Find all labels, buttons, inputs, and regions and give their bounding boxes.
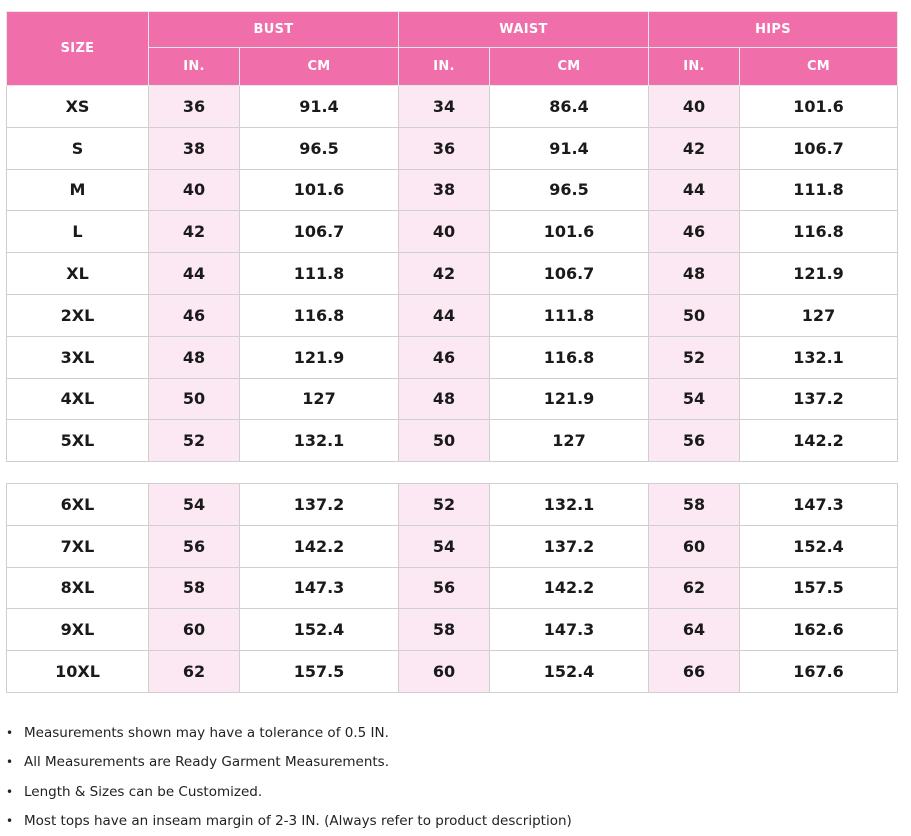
waist-cm-cell: 152.4 — [490, 651, 649, 693]
hips-in-cell: 62 — [649, 567, 740, 609]
table-body-part1 — [7, 86, 898, 462]
bust-in-header: IN. — [149, 48, 240, 86]
hips-header: HIPS — [649, 12, 898, 48]
waist-cm-cell: 106.7 — [490, 253, 649, 295]
waist-cm-cell: 121.9 — [490, 378, 649, 420]
waist-in-cell: 34 — [399, 86, 490, 128]
table-row — [7, 336, 898, 378]
hips-cm-cell: 137.2 — [740, 378, 898, 420]
hips-cm-cell: 121.9 — [740, 253, 898, 295]
waist-cm-cell: 147.3 — [490, 609, 649, 651]
waist-in-header: IN. — [399, 48, 490, 86]
note-item: • Measurements shown may have a tolerance of 0.5 IN. — [6, 724, 389, 741]
hips-cm-cell: 147.3 — [740, 484, 898, 526]
table-row — [7, 484, 898, 526]
table-row — [7, 127, 898, 169]
waist-cm-cell: 96.5 — [490, 169, 649, 211]
hips-cm-cell: 152.4 — [740, 525, 898, 567]
waist-in-cell: 50 — [399, 420, 490, 462]
waist-in-cell: 46 — [399, 336, 490, 378]
hips-in-cell: 52 — [649, 336, 740, 378]
bust-in-cell: 54 — [149, 484, 240, 526]
bust-header: BUST — [149, 12, 399, 48]
bust-in-cell: 52 — [149, 420, 240, 462]
hips-cm-cell: 106.7 — [740, 127, 898, 169]
waist-in-cell: 60 — [399, 651, 490, 693]
bust-in-cell: 42 — [149, 211, 240, 253]
size-cell: XS — [7, 86, 149, 128]
hips-in-cell: 44 — [649, 169, 740, 211]
hips-in-cell: 40 — [649, 86, 740, 128]
hips-in-cell: 46 — [649, 211, 740, 253]
bust-in-cell: 46 — [149, 294, 240, 336]
hips-in-cell: 66 — [649, 651, 740, 693]
waist-cm-cell: 91.4 — [490, 127, 649, 169]
size-cell: 9XL — [7, 609, 149, 651]
waist-cm-cell: 111.8 — [490, 294, 649, 336]
bust-cm-cell: 111.8 — [240, 253, 399, 295]
waist-in-cell: 52 — [399, 484, 490, 526]
bust-cm-cell: 147.3 — [240, 567, 399, 609]
hips-in-header: IN. — [649, 48, 740, 86]
table-row — [7, 651, 898, 693]
notes-list — [6, 718, 572, 836]
bust-cm-cell: 121.9 — [240, 336, 399, 378]
hips-cm-cell: 132.1 — [740, 336, 898, 378]
waist-in-cell: 40 — [399, 211, 490, 253]
hips-in-cell: 60 — [649, 525, 740, 567]
hips-cm-cell: 101.6 — [740, 86, 898, 128]
bust-in-cell: 48 — [149, 336, 240, 378]
table-row — [7, 609, 898, 651]
hips-in-cell: 56 — [649, 420, 740, 462]
table-row — [7, 211, 898, 253]
waist-cm-cell: 86.4 — [490, 86, 649, 128]
bust-cm-cell: 152.4 — [240, 609, 399, 651]
size-cell: 3XL — [7, 336, 149, 378]
bust-in-cell: 60 — [149, 609, 240, 651]
hips-cm-header: CM — [740, 48, 898, 86]
hips-cm-cell: 162.6 — [740, 609, 898, 651]
bust-in-cell: 40 — [149, 169, 240, 211]
waist-in-cell: 38 — [399, 169, 490, 211]
hips-in-cell: 58 — [649, 484, 740, 526]
size-cell: S — [7, 127, 149, 169]
note-item: • Length & Sizes can be Customized. — [6, 783, 263, 800]
waist-cm-cell: 116.8 — [490, 336, 649, 378]
hips-in-cell: 54 — [649, 378, 740, 420]
size-cell: 6XL — [7, 484, 149, 526]
hips-in-cell: 64 — [649, 609, 740, 651]
bust-cm-cell: 116.8 — [240, 294, 399, 336]
bust-in-cell: 50 — [149, 378, 240, 420]
bust-in-cell: 58 — [149, 567, 240, 609]
size-chart-table-continued — [6, 483, 898, 693]
bust-cm-header: CM — [240, 48, 399, 86]
table-row — [7, 525, 898, 567]
size-header: SIZE — [7, 12, 149, 86]
size-cell: 5XL — [7, 420, 149, 462]
bust-cm-cell: 101.6 — [240, 169, 399, 211]
table-row — [7, 567, 898, 609]
hips-cm-cell: 167.6 — [740, 651, 898, 693]
hips-in-cell: 42 — [649, 127, 740, 169]
size-cell: XL — [7, 253, 149, 295]
waist-header: WAIST — [399, 12, 649, 48]
table-row — [7, 294, 898, 336]
bullet-icon: • — [6, 784, 14, 799]
table-row — [7, 378, 898, 420]
bust-cm-cell: 142.2 — [240, 525, 399, 567]
bust-in-cell: 36 — [149, 86, 240, 128]
waist-in-cell: 56 — [399, 567, 490, 609]
hips-cm-cell: 142.2 — [740, 420, 898, 462]
size-cell: M — [7, 169, 149, 211]
table-row — [7, 86, 898, 128]
hips-cm-cell: 116.8 — [740, 211, 898, 253]
waist-in-cell: 58 — [399, 609, 490, 651]
waist-in-cell: 48 — [399, 378, 490, 420]
bust-cm-cell: 96.5 — [240, 127, 399, 169]
waist-cm-header: CM — [490, 48, 649, 86]
size-cell: L — [7, 211, 149, 253]
waist-cm-cell: 132.1 — [490, 484, 649, 526]
hips-in-cell: 50 — [649, 294, 740, 336]
bust-in-cell: 56 — [149, 525, 240, 567]
waist-cm-cell: 101.6 — [490, 211, 649, 253]
waist-in-cell: 54 — [399, 525, 490, 567]
hips-cm-cell: 127 — [740, 294, 898, 336]
size-cell: 2XL — [7, 294, 149, 336]
waist-in-cell: 44 — [399, 294, 490, 336]
size-cell: 10XL — [7, 651, 149, 693]
hips-cm-cell: 111.8 — [740, 169, 898, 211]
note-item: • All Measurements are Ready Garment Measurements. — [6, 754, 390, 771]
size-chart-table — [6, 11, 898, 462]
waist-in-cell: 36 — [399, 127, 490, 169]
bust-cm-cell: 157.5 — [240, 651, 399, 693]
table-row — [7, 420, 898, 462]
bust-cm-cell: 127 — [240, 378, 399, 420]
bust-cm-cell: 106.7 — [240, 211, 399, 253]
bullet-icon: • — [6, 725, 14, 740]
size-cell: 4XL — [7, 378, 149, 420]
size-cell: 8XL — [7, 567, 149, 609]
bust-cm-cell: 91.4 — [240, 86, 399, 128]
size-cell: 7XL — [7, 525, 149, 567]
bullet-icon: • — [6, 814, 14, 829]
hips-in-cell: 48 — [649, 253, 740, 295]
bullet-icon: • — [6, 755, 14, 770]
table-row — [7, 253, 898, 295]
bust-cm-cell: 137.2 — [240, 484, 399, 526]
hips-cm-cell: 157.5 — [740, 567, 898, 609]
waist-in-cell: 42 — [399, 253, 490, 295]
note-item: • Most tops have an inseam margin of 2-3 IN. (Always refer to product description) — [6, 813, 572, 830]
waist-cm-cell: 127 — [490, 420, 649, 462]
bust-in-cell: 62 — [149, 651, 240, 693]
bust-cm-cell: 132.1 — [240, 420, 399, 462]
table-body-part2 — [7, 484, 898, 693]
bust-in-cell: 38 — [149, 127, 240, 169]
table-row — [7, 169, 898, 211]
waist-cm-cell: 142.2 — [490, 567, 649, 609]
bust-in-cell: 44 — [149, 253, 240, 295]
waist-cm-cell: 137.2 — [490, 525, 649, 567]
